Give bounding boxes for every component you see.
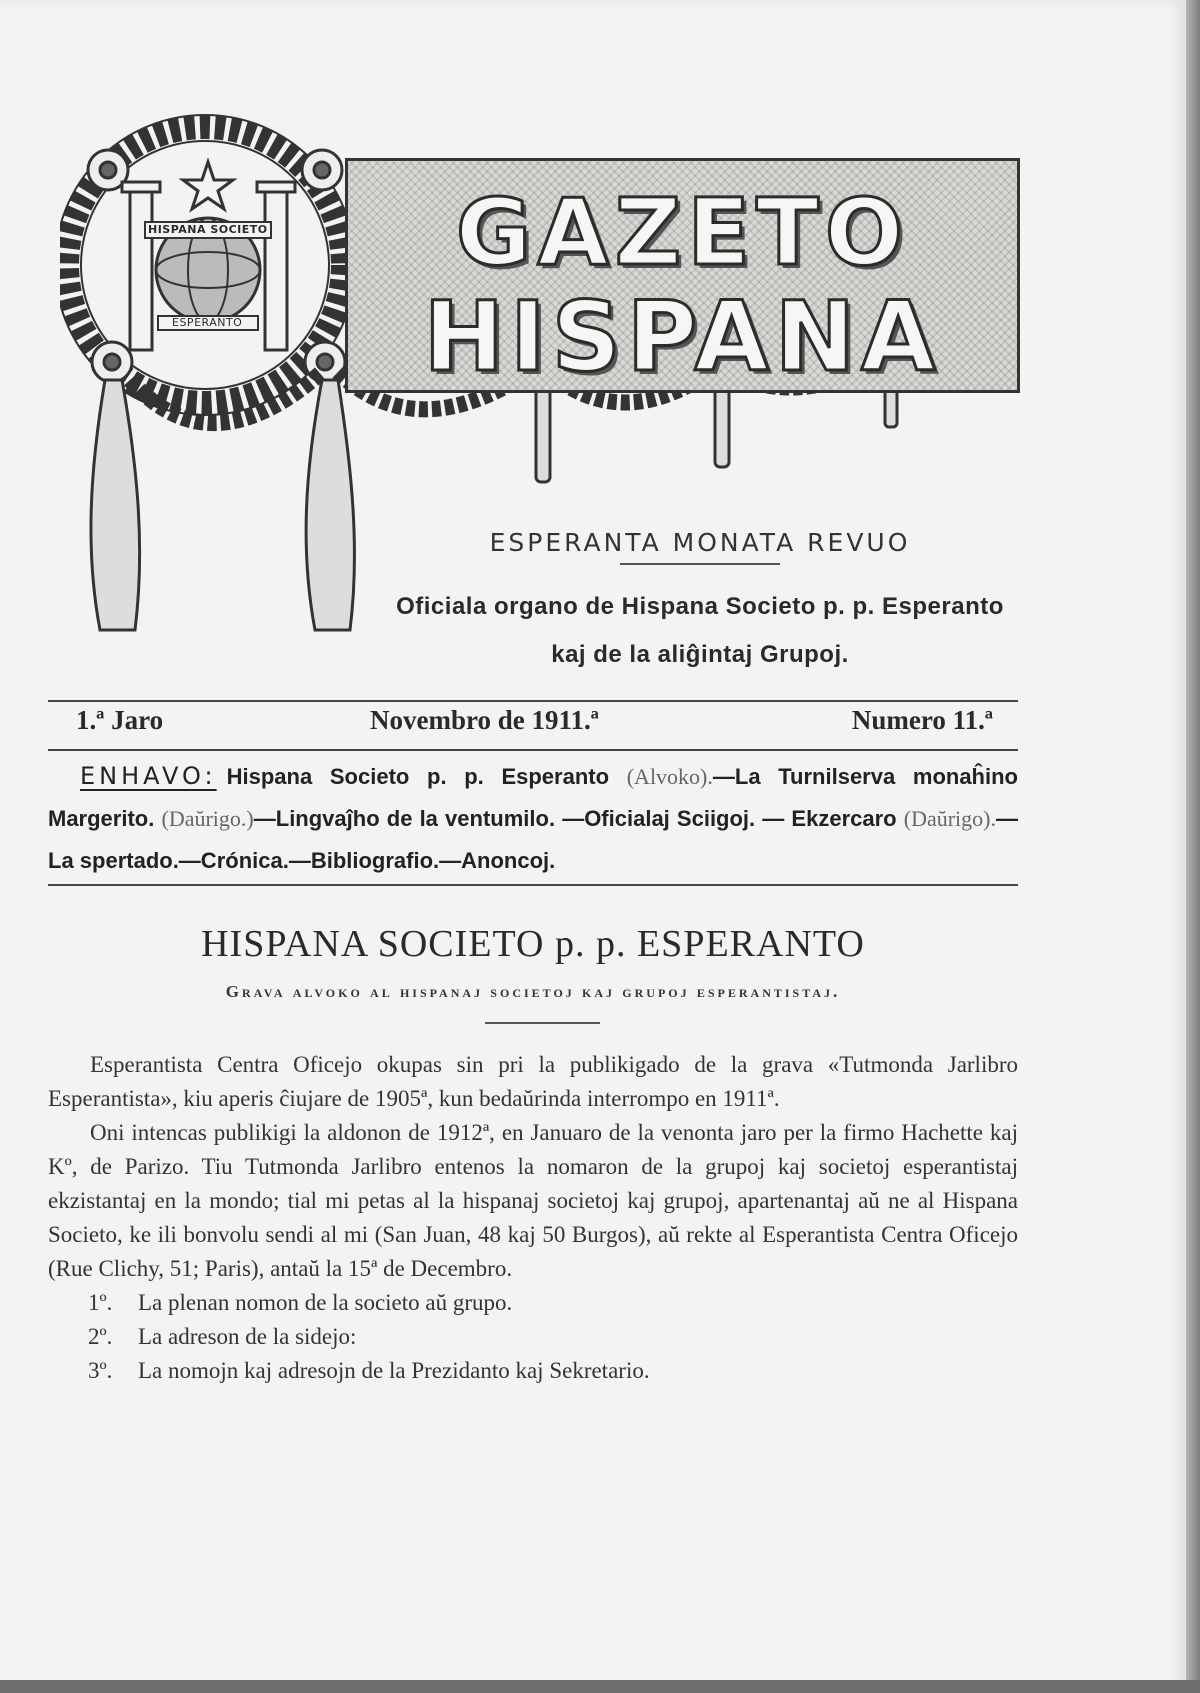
list-number: 1º. [88, 1290, 113, 1315]
divider-issue [48, 749, 1018, 751]
short-divider [620, 563, 780, 565]
divider-contents [48, 884, 1018, 886]
divider-top [48, 700, 1018, 702]
article-body [48, 1048, 1018, 1388]
official-line-2: kaj de la aliĝintaj Grupoj. [551, 641, 849, 668]
article-divider [485, 1022, 600, 1024]
issue-date: Novembro de 1911.ª [370, 705, 599, 735]
contents-part2: —La Turnilservа monaĥino Margerito. [48, 764, 1018, 831]
article-title: HISPANA SOCIETO p. p. ESPERANTO [201, 923, 865, 965]
page-bottom-edge [0, 1680, 1200, 1693]
emblem-top-text: HISPANA SOCIETO [148, 223, 268, 236]
subtitle-block [380, 528, 1020, 679]
article-subtitle: Grava alvoko al hispanaj societoj kaj grupoj esperantistaj. [225, 982, 841, 1001]
table-of-contents [48, 755, 1018, 882]
contents-label: ENHAVO: [80, 762, 217, 790]
contents-part3: —Lingvaĵho de la ventumilo. —Oficialaj Sciigoj. — Ekzercaro [253, 806, 897, 831]
contents-part2-author: (Daŭrigo.) [161, 806, 254, 831]
contents-part1-author: (Alvoko). [626, 764, 713, 789]
masthead-title-line2: HISPANA [423, 281, 942, 393]
list-item [88, 1320, 1018, 1354]
issue-line [48, 705, 1018, 745]
contents-part3-author: (Daŭrigo). [903, 806, 996, 831]
list-text: La adreson de la sidejo: [138, 1324, 357, 1349]
requirement-list [48, 1286, 1018, 1388]
list-number: 2º. [88, 1324, 113, 1349]
issue-year: 1.ª Jaro [76, 705, 164, 735]
list-text: La plenan nomon de la societo aŭ grupo. [138, 1290, 513, 1315]
official-line-1: Oficiala organo de Hispana Societo p. p. Esperanto [396, 593, 1004, 620]
list-item [88, 1286, 1018, 1320]
contents-part1: Hispana Societo p. p. Esperanto [226, 764, 610, 789]
revue-subtitle: ESPERANTA MONATA REVUO [489, 528, 911, 557]
list-text: La nomojn kaj adresojn de la Prezidanto kaj Sekretario. [138, 1358, 650, 1383]
masthead-title-line1: GAZETO [455, 179, 910, 286]
page-edge [1186, 0, 1200, 1693]
contents-part4: —La spertado.—Crónica.—Bibliografio.—Anoncoj. [48, 806, 1018, 873]
paragraph: Oni intencas publikigi la aldonon de 1912ª, en Januaro de la venonta jaro per la firmo Hachette kaj Kº, de Parizo. Tiu Tutmonda Jarlibro entenos la nomaron de la grupoj kaj societoj esperantistaj ekzistantaj en la mondo; tial mi petas al la hispanaj societoj kaj grupoj, apartenantaj aŭ ne al Hispana Societo, ke ili bonvolu sendi al mi (San Juan, 48 kaj 50 Burgos), aŭ rekte al Esperantista Centra Oficejo (Rue Clichy, 51; Paris), antaŭ la 15ª de Decembro. [48, 1120, 1018, 1281]
list-item [88, 1354, 1018, 1388]
emblem-bottom-text: ESPERANTO [172, 316, 243, 329]
issue-number: Numero 11.ª [851, 705, 993, 735]
title-banner [345, 158, 1020, 393]
list-number: 3º. [88, 1358, 113, 1383]
paragraph: Esperantista Centra Oficejo okupas sin pri la publikigado de la grava «Tutmonda Jarlibro Esperantista», kiu aperis ĉiujare de 1905ª, kun bedaŭrinda interrompo en 1911ª. [48, 1052, 1018, 1111]
